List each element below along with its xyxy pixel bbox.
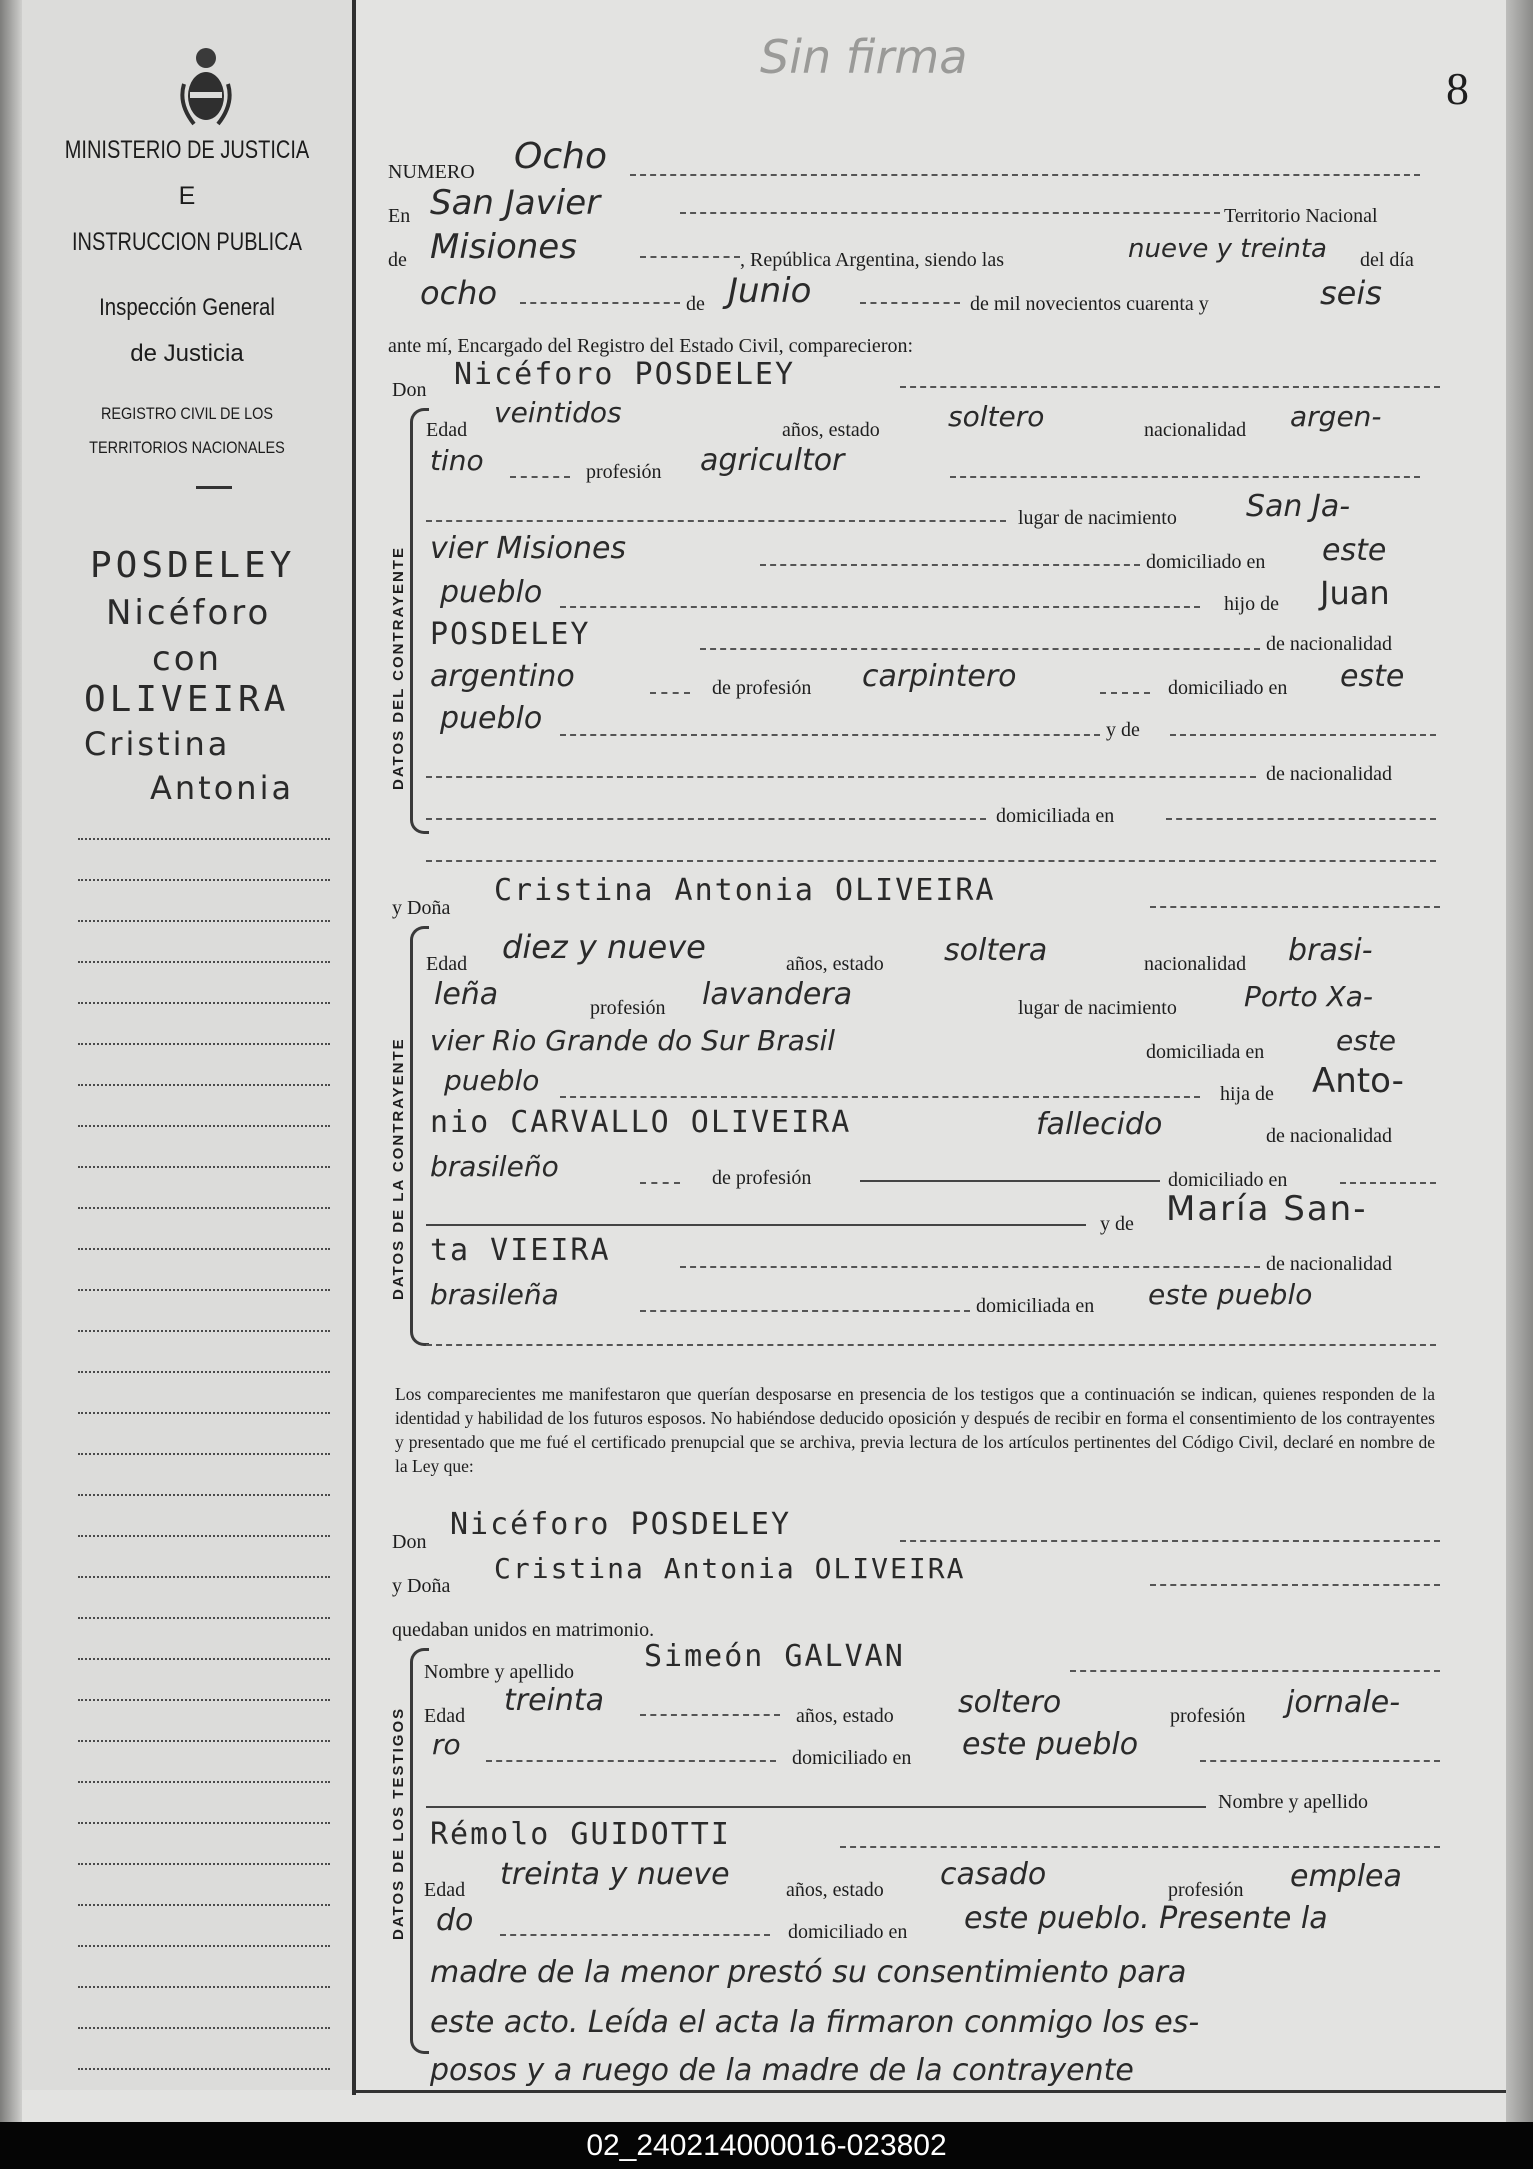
- inspection-title: Inspección General: [99, 294, 275, 321]
- label-ante: ante mí, Encargado del Registro del Estado Civil, comparecieron:: [388, 335, 914, 357]
- acta-mes: Junio: [728, 271, 812, 311]
- label-nombre-apellido-2: Nombre y apellido: [1218, 1791, 1368, 1813]
- rule: [1150, 1584, 1440, 1586]
- rule: [426, 1806, 1206, 1808]
- rule: [426, 860, 1436, 862]
- acta-territorio: Misiones: [430, 227, 577, 267]
- margin-rule: [78, 1781, 330, 1783]
- declaration-paragraph: Los comparecientes me manifestaron que querían desposarse en presencia de los testigos que a continuación se indican, quienes responden de la identidad y habilidad de los futuros esposos. No habiéndose deducido oposición y después de recibir en forma el consentimiento de los contrayentes y presentado que me fué el certificado prenupcial que se archiva, previa lectura de los artículos pertinentes del Código Civil, declaré en nombre de la Ley que:: [395, 1384, 1435, 1476]
- label-domiciliado: domiciliado en: [1146, 551, 1266, 573]
- label-de: de: [388, 249, 407, 271]
- acta-numero: Ocho: [514, 136, 607, 177]
- rule: [900, 1540, 1440, 1542]
- groom-nacionalidad-1: argen-: [1290, 400, 1382, 433]
- margin-rule: [78, 1084, 330, 1086]
- rule: [640, 256, 740, 258]
- groom-profesion: agricultor: [700, 443, 845, 478]
- witness2-estado: casado: [940, 1857, 1047, 1892]
- rule: [426, 776, 1256, 778]
- label-domiciliado-5: domiciliado en: [788, 1921, 908, 1943]
- label-lugar: lugar de nacimiento: [1018, 507, 1177, 529]
- groom-padre-nacionalidad: argentino: [430, 659, 575, 694]
- rule: [560, 1096, 1200, 1098]
- ministry-subtitle: INSTRUCCION PUBLICA: [71, 228, 303, 256]
- side-label-groom: DATOS DEL CONTRAYENTE: [390, 546, 407, 790]
- page-edge: [1506, 0, 1533, 2122]
- rule: [640, 1310, 970, 1312]
- rule: [426, 520, 1006, 522]
- margin-rule: [78, 1617, 330, 1619]
- label-de-nacionalidad: de nacionalidad: [1266, 633, 1393, 655]
- bride-nacionalidad-1: brasi-: [1288, 933, 1373, 968]
- margin-rule: [78, 1166, 330, 1168]
- label-anos-estado: años, estado: [782, 419, 880, 441]
- groom-padre-domicilio-1: este: [1340, 659, 1405, 694]
- label-hija-de: hija de: [1220, 1083, 1274, 1105]
- bride-madre-1: María San-: [1166, 1189, 1368, 1229]
- rule: [1170, 734, 1436, 736]
- acta-dia: ocho: [420, 274, 498, 312]
- label-en: En: [388, 205, 411, 227]
- label-de-profesion: de profesión: [712, 677, 812, 699]
- label-nombre-apellido: Nombre y apellido: [424, 1661, 574, 1683]
- rule: [520, 302, 680, 304]
- witness1-profesion-2: ro: [432, 1728, 461, 1761]
- margin-rule: [78, 1863, 330, 1865]
- rule: [1150, 906, 1440, 908]
- margin-rule: [78, 1535, 330, 1537]
- rule: [840, 1846, 1440, 1848]
- label-y-de-2: y de: [1100, 1213, 1134, 1235]
- label-republica: , República Argentina, siendo las: [740, 249, 1005, 271]
- label-de-nacionalidad-4: de nacionalidad: [1266, 1253, 1393, 1275]
- registry-title: REGISTRO CIVIL DE LOS: [100, 404, 274, 423]
- margin-rule: [78, 1330, 330, 1332]
- acta-lugar: San Javier: [430, 183, 601, 223]
- groom-brace: [410, 408, 429, 834]
- margin-rule: [78, 1248, 330, 1250]
- bride-madre-nacionalidad: brasileña: [430, 1278, 559, 1311]
- groom-domicilio-1: este: [1322, 533, 1387, 568]
- ministry-title: MINISTERIO DE JUSTICIA: [64, 136, 310, 164]
- bride-name: Cristina Antonia OLIVEIRA: [494, 873, 996, 908]
- label-edad: Edad: [426, 419, 468, 441]
- rule: [900, 386, 1440, 388]
- groom-estado: soltero: [948, 400, 1045, 433]
- label-de-profesion-2: de profesión: [712, 1167, 812, 1189]
- margin-rule: [78, 1453, 330, 1455]
- groom-padre-2: POSDELEY: [430, 617, 591, 652]
- rule: [950, 476, 1420, 478]
- margin-rule: [78, 1207, 330, 1209]
- rule: [1200, 1760, 1440, 1762]
- witness2-edad: treinta y nueve: [500, 1857, 730, 1892]
- margin-rule: [78, 1904, 330, 1906]
- margin-rule: [78, 1494, 330, 1496]
- label-de2: de: [686, 293, 705, 315]
- label-don: Don: [392, 379, 427, 401]
- rule: [426, 1224, 1086, 1226]
- margin-rule: [78, 1412, 330, 1414]
- label-y-dona-2: y Doña: [392, 1575, 451, 1597]
- bride-lugar-2: vier Rio Grande do Sur Brasil: [430, 1024, 836, 1057]
- margin-rule: [78, 1699, 330, 1701]
- coat-of-arms-icon: [178, 44, 234, 130]
- married-bride: Cristina Antonia OLIVEIRA: [494, 1552, 966, 1585]
- margin-note-name3: Antonia: [150, 769, 295, 807]
- label-profesion-4: profesión: [1168, 1879, 1244, 1901]
- label-numero: NUMERO: [388, 161, 475, 183]
- rule: [500, 1934, 770, 1936]
- bride-padre-2: nio CARVALLO OLIVEIRA: [430, 1105, 852, 1140]
- label-profesion-2: profesión: [590, 997, 666, 1019]
- bride-edad: diez y nueve: [502, 928, 706, 966]
- acta-hora: nueve y treinta: [1128, 234, 1327, 264]
- label-edad-4: Edad: [424, 1879, 466, 1901]
- rule: [700, 648, 1260, 650]
- margin-rule: [78, 1125, 330, 1127]
- witness1-domicilio: este pueblo: [962, 1727, 1139, 1762]
- label-edad-2: Edad: [426, 953, 468, 975]
- label-profesion: profesión: [586, 461, 662, 483]
- witness1-profesion-1: jornale-: [1286, 1685, 1401, 1720]
- groom-domicilio-2: pueblo: [440, 575, 543, 610]
- margin-rule: [78, 1289, 330, 1291]
- label-quedaban: quedaban unidos en matrimonio.: [392, 1619, 655, 1641]
- rule: [486, 1760, 776, 1762]
- rule: [1070, 1670, 1440, 1672]
- bride-padre-estado: fallecido: [1036, 1107, 1163, 1142]
- groom-lugar-1: San Ja-: [1246, 489, 1351, 524]
- margin-rule: [78, 961, 330, 963]
- note-line-2: este acto. Leída el acta la firmaron conmigo los es-: [430, 2005, 1200, 2040]
- label-nacionalidad-2: nacionalidad: [1144, 953, 1247, 975]
- margin-rule: [78, 920, 330, 922]
- inspection-subtitle: de Justicia: [130, 340, 244, 367]
- married-groom: Nicéforo POSDELEY: [450, 1507, 792, 1542]
- groom-nacionalidad-2: tino: [430, 444, 484, 477]
- margin-note-con: con: [152, 639, 223, 679]
- label-domiciliado-3: domiciliado en: [1168, 1169, 1288, 1191]
- bride-brace: [410, 926, 429, 1346]
- bride-padre-1: Anto-: [1312, 1061, 1404, 1101]
- side-label-bride: DATOS DE LA CONTRAYENTE: [390, 1037, 407, 1300]
- margin-rule: [78, 1371, 330, 1373]
- label-anos-estado-2: años, estado: [786, 953, 884, 975]
- label-profesion-3: profesión: [1170, 1705, 1246, 1727]
- margin-rule: [78, 1822, 330, 1824]
- witness2-domicilio: este pueblo. Presente la: [964, 1901, 1328, 1936]
- margin-rule: [78, 1576, 330, 1578]
- faded-scribble: Sin firma: [760, 30, 968, 84]
- bride-padre-nacionalidad: brasileño: [430, 1150, 559, 1183]
- bride-profesion: lavandera: [702, 977, 853, 1012]
- rule: [426, 818, 986, 820]
- label-nacionalidad: nacionalidad: [1144, 419, 1247, 441]
- bride-madre-2: ta VIEIRA: [430, 1233, 611, 1268]
- image-id-footer: 02_240214000016-023802: [0, 2122, 1533, 2169]
- label-domiciliada-2: domiciliada en: [1146, 1041, 1265, 1063]
- margin-rule: [78, 838, 330, 840]
- rule: [680, 1266, 1260, 1268]
- margin-rule: [78, 1740, 330, 1742]
- groom-padre-1: Juan: [1320, 574, 1390, 612]
- note-line-1: madre de la menor prestó su consentimiento para: [430, 1955, 1187, 1990]
- label-lugar-2: lugar de nacimiento: [1018, 997, 1177, 1019]
- margin-rule: [78, 1002, 330, 1004]
- rule: [1340, 1182, 1436, 1184]
- margin-divider: [196, 486, 232, 489]
- witness1-estado: soltero: [958, 1685, 1062, 1720]
- registry-subtitle: TERRITORIOS NACIONALES: [89, 438, 285, 457]
- margin-rule: [78, 1945, 330, 1947]
- margin-note-surname2: OLIVEIRA: [84, 679, 290, 720]
- rule: [1100, 692, 1150, 694]
- label-territorio: Territorio Nacional: [1224, 205, 1378, 227]
- bride-estado: soltera: [944, 933, 1048, 968]
- witness1-edad: treinta: [504, 1683, 605, 1718]
- groom-padre-domicilio-2: pueblo: [440, 701, 543, 736]
- side-label-witnesses: DATOS DE LOS TESTIGOS: [390, 1706, 407, 1940]
- rule: [860, 302, 960, 304]
- margin-note-name: Nicéforo: [106, 593, 272, 633]
- witness2-name: Rémolo GUIDOTTI: [430, 1817, 731, 1852]
- groom-lugar-2: vier Misiones: [430, 531, 627, 566]
- witness2-profesion-2: do: [436, 1903, 474, 1938]
- bride-madre-domicilio: este pueblo: [1148, 1278, 1313, 1311]
- margin-rule: [78, 2027, 330, 2029]
- rule: [760, 564, 1140, 566]
- label-de-nacionalidad-3: de nacionalidad: [1266, 1125, 1393, 1147]
- label-de-nacionalidad-2: de nacionalidad: [1266, 763, 1393, 785]
- ministry-conjunction: E: [178, 182, 196, 210]
- acta-anio: seis: [1320, 274, 1382, 312]
- witness2-profesion-1: emplea: [1290, 1859, 1402, 1894]
- label-domiciliado-2: domiciliado en: [1168, 677, 1288, 699]
- rule: [426, 1344, 1436, 1346]
- rule: [1166, 818, 1436, 820]
- bride-nacionalidad-2: leña: [434, 977, 499, 1012]
- groom-edad: veintidos: [494, 396, 622, 429]
- margin-rule: [78, 1658, 330, 1660]
- label-hijo-de: hijo de: [1224, 593, 1279, 615]
- margin-rule: [78, 1986, 330, 1988]
- margin-rule: [78, 879, 330, 881]
- rule: [560, 606, 1200, 608]
- margin-rule: [78, 1043, 330, 1045]
- label-mil: de mil novecientos cuarenta y: [970, 293, 1209, 315]
- groom-padre-profesion: carpintero: [862, 659, 1017, 694]
- label-don-2: Don: [392, 1531, 427, 1553]
- column-divider: [352, 0, 356, 2095]
- groom-name: Nicéforo POSDELEY: [454, 357, 796, 392]
- rule: [510, 476, 570, 478]
- bride-domicilio-1: este: [1336, 1024, 1397, 1057]
- rule: [640, 1714, 780, 1716]
- page-number: 8: [1446, 63, 1469, 114]
- label-del-dia: del día: [1360, 249, 1414, 271]
- label-domiciliada: domiciliada en: [996, 805, 1115, 827]
- margin-rule: [78, 2068, 330, 2070]
- label-edad-3: Edad: [424, 1705, 466, 1727]
- witness1-name: Simeón GALVAN: [644, 1639, 905, 1674]
- margin-note-surname: POSDELEY: [90, 545, 296, 586]
- bottom-rule: [356, 2090, 1506, 2093]
- label-y-dona: y Doña: [392, 897, 451, 919]
- bride-lugar-1: Porto Xa-: [1244, 980, 1373, 1013]
- label-anos-estado-3: años, estado: [796, 1705, 894, 1727]
- label-domiciliada-3: domiciliada en: [976, 1295, 1095, 1317]
- label-domiciliado-4: domiciliado en: [792, 1747, 912, 1769]
- binding-spine: [0, 0, 22, 2122]
- bride-domicilio-2: pueblo: [444, 1064, 540, 1097]
- margin-note-name2: Cristina: [84, 725, 231, 763]
- rule: [650, 692, 690, 694]
- rule: [560, 734, 1100, 736]
- rule: [640, 1182, 680, 1184]
- note-line-3: posos y a ruego de la madre de la contrayente: [430, 2053, 1134, 2088]
- label-y-de: y de: [1106, 719, 1140, 741]
- rule: [680, 212, 1220, 214]
- label-anos-estado-4: años, estado: [786, 1879, 884, 1901]
- rule: [860, 1180, 1160, 1182]
- rule: [630, 174, 1420, 176]
